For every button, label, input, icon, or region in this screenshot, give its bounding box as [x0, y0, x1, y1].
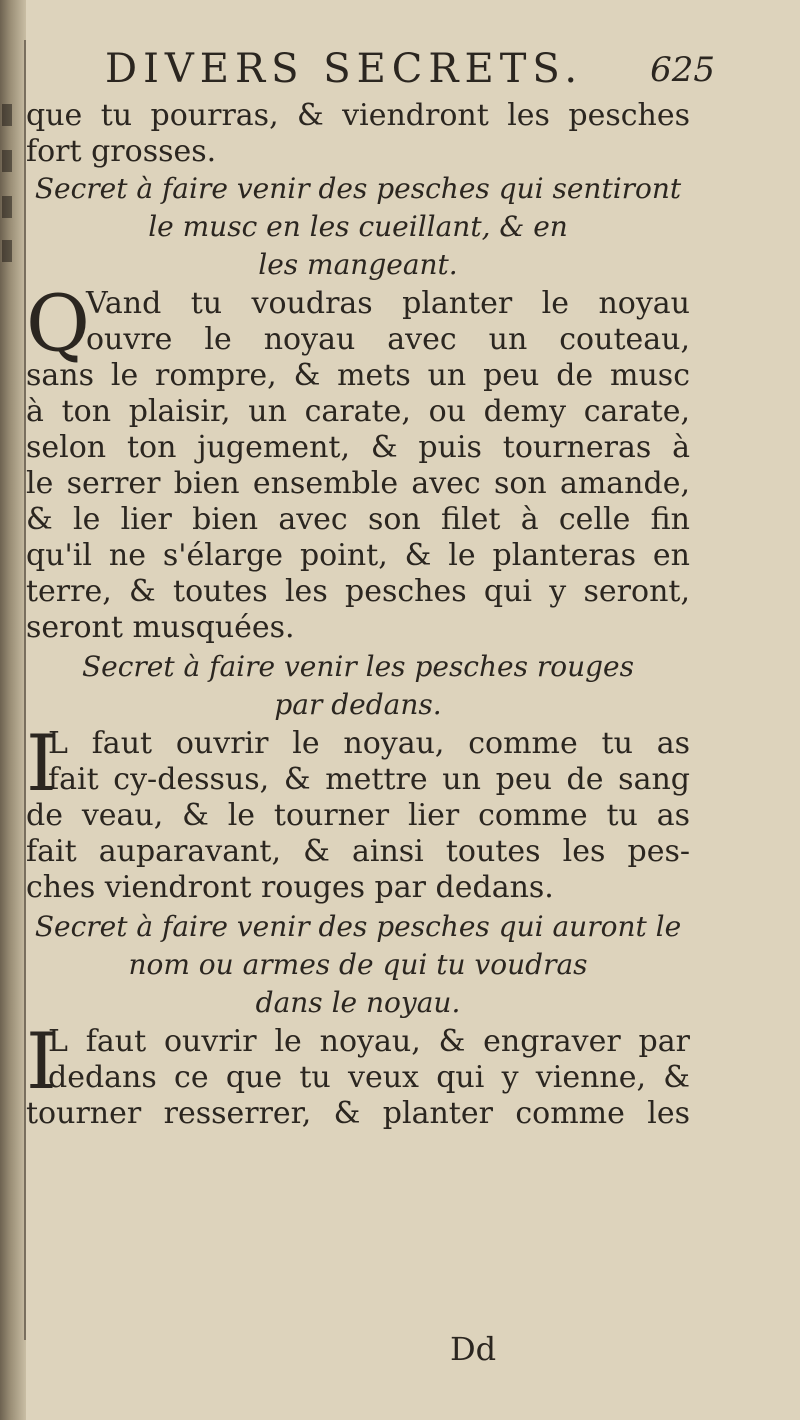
text-line: terre, & toutes les pesches qui y seront, — [26, 574, 690, 609]
page-number: 625 — [650, 50, 715, 90]
section-heading: dans le noyau. — [255, 986, 461, 1019]
section-heading: Secret à faire venir des pesches qui sentiront — [34, 172, 682, 205]
margin-mark — [2, 104, 12, 126]
margin-mark — [2, 240, 12, 262]
text-line-content: Vand tu voudras planter le noyau — [86, 286, 690, 321]
section-heading: les mangeant. — [258, 248, 458, 281]
text-line: fort grosses. — [26, 134, 217, 169]
text-line-content: L faut ouvrir le noyau, comme tu as — [48, 726, 690, 761]
drop-cap: I — [26, 1017, 57, 1107]
text-line: de veau, & le tourner lier comme tu as — [26, 798, 690, 833]
text-line: qu'il ne s'élarge point, & le planteras en — [26, 538, 690, 573]
section-heading: Secret à faire venir les pesches rouges — [81, 650, 634, 683]
section-heading: le musc en les cueillant, & en — [148, 210, 568, 243]
text-line: & le lier bien avec son filet à celle fin — [26, 502, 690, 537]
drop-cap: Q — [26, 279, 90, 369]
text-line: tourner resserrer, & planter comme les — [26, 1096, 690, 1131]
text-line: fait auparavant, & ainsi toutes les pes- — [26, 834, 690, 869]
text-line: sans le rompre, & mets un peu de musc — [26, 358, 690, 393]
text-line: seront musquées. — [26, 610, 295, 645]
text-line: ches viendront rouges par dedans. — [26, 870, 554, 905]
text-line: ouvre le noyau avec un couteau, — [86, 322, 690, 357]
signature-mark: Dd — [450, 1330, 497, 1368]
margin-mark — [2, 150, 12, 172]
section-heading: par dedans. — [274, 688, 442, 721]
section-heading: nom ou armes de qui tu voudras — [128, 948, 588, 981]
text-line: fait cy-dessus, & mettre un peu de sang — [48, 762, 690, 797]
page-body — [26, 98, 690, 1132]
drop-cap: I — [26, 719, 57, 809]
text-line-content: L faut ouvrir le noyau, & engraver par — [48, 1024, 690, 1059]
running-head — [105, 46, 715, 96]
text-line: dedans ce que tu veux qui y vienne, & — [48, 1060, 690, 1095]
running-title: DIVERS SECRETS. — [105, 46, 584, 92]
text-line: selon ton jugement, & puis tourneras à — [26, 430, 690, 465]
text-line: le serrer bien ensemble avec son amande, — [26, 466, 690, 501]
text-line: que tu pourras, & viendront les pesches — [26, 98, 690, 133]
margin-mark — [2, 196, 12, 218]
text-line: à ton plaisir, un carate, ou demy carate, — [26, 394, 690, 429]
section-heading: Secret à faire venir des pesches qui auront le — [34, 910, 682, 943]
